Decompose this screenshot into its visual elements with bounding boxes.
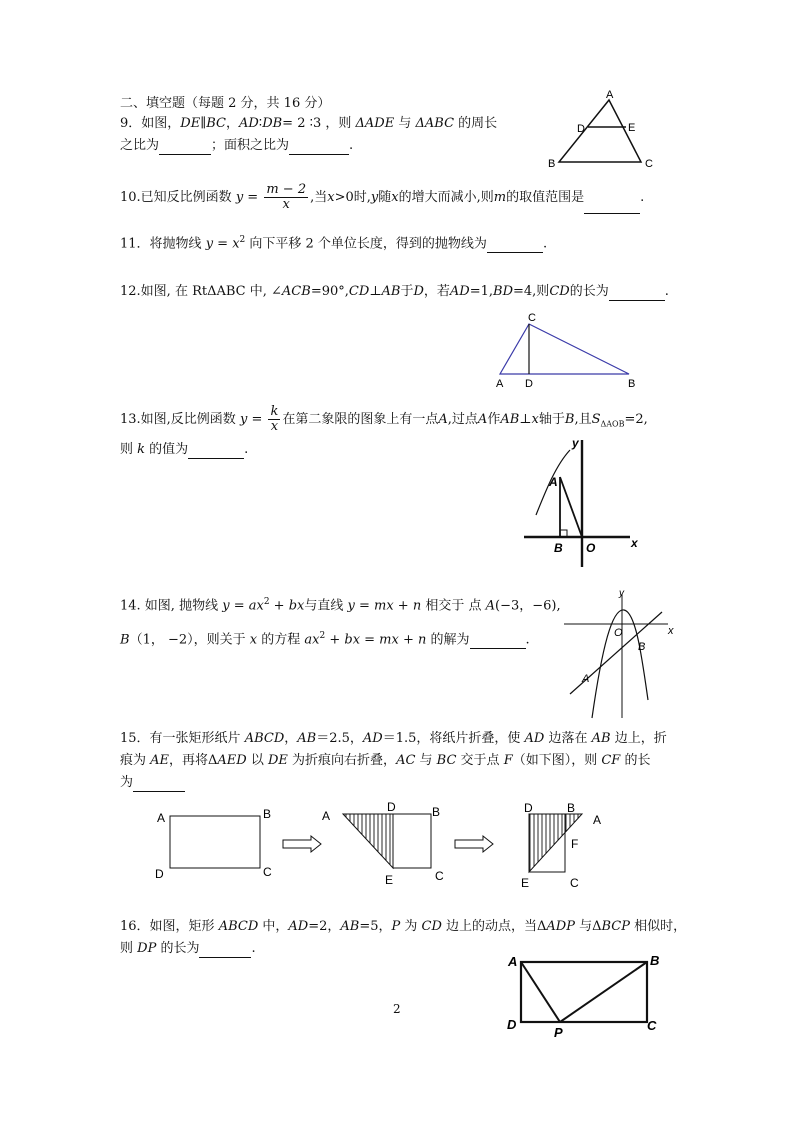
label-e: E: [521, 876, 530, 890]
text: 随: [378, 190, 392, 205]
text: 痕为: [120, 753, 151, 768]
question-16-line2: [120, 940, 256, 958]
label-x: x: [631, 536, 638, 550]
figure-14-parabola-line: [560, 588, 680, 718]
superscript: 2: [319, 631, 326, 641]
text: B: [564, 412, 575, 427]
text: (−3，−6),: [495, 598, 561, 614]
text: + bx = mx + n: [325, 632, 427, 648]
text: y: [370, 190, 379, 205]
text: A: [477, 412, 488, 427]
rectangle-remaining: [393, 814, 431, 868]
text: 与直线: [304, 598, 348, 614]
text: m: [493, 190, 507, 205]
label-b: B: [263, 807, 272, 821]
segment-ao: [560, 477, 582, 537]
label-b: B: [567, 801, 576, 815]
label-e: E: [385, 873, 394, 887]
text: AB: [297, 731, 317, 746]
denominator: x: [270, 419, 279, 434]
text: CF: [601, 753, 621, 768]
text: AB: [340, 919, 360, 934]
label-b: B: [650, 953, 660, 968]
label-a: A: [593, 813, 602, 827]
question-12: [120, 283, 669, 301]
text: AD: [362, 731, 383, 746]
label-a: A: [157, 811, 166, 825]
answer-blank-9a[interactable]: [159, 140, 211, 155]
text: =2,: [624, 412, 648, 427]
text: .: [640, 190, 645, 205]
text: DE: [268, 753, 288, 768]
superscript: 2: [239, 235, 246, 245]
text: 的增大而减小,则: [398, 190, 494, 205]
label-b: B: [554, 541, 563, 555]
figure-16-rectangle: [500, 950, 670, 1040]
label-a: A: [508, 954, 518, 969]
text: ，则关于: [193, 632, 250, 648]
question-9-line2: [120, 137, 353, 155]
label-o: O: [586, 541, 596, 555]
text: 12.如图, 在 Rt: [120, 284, 208, 299]
question-13-line2: [120, 441, 248, 459]
text: DB: [262, 116, 283, 131]
text: F: [503, 753, 513, 768]
label-d: D: [525, 378, 533, 390]
text: 向下平移 2 个单位长度，得到的抛物线为: [245, 236, 487, 252]
label-d: D: [155, 867, 164, 881]
text: 轴于: [538, 412, 565, 427]
text: 交于点: [456, 753, 504, 768]
text: CD: [549, 284, 570, 299]
text: y = ax: [222, 598, 264, 614]
answer-blank-11[interactable]: [487, 238, 543, 253]
text: = 2 ∶3 ，则: [282, 116, 356, 131]
text: 边上的动点，当Δ: [441, 919, 547, 934]
text: 15．有一张矩形纸片: [120, 731, 245, 746]
text: 相交于 点: [421, 598, 486, 614]
text: =: [247, 412, 267, 427]
text: 16．如图，矩形: [120, 919, 219, 934]
text: ax: [304, 632, 320, 648]
numerator: m − 2: [266, 182, 307, 197]
text: .: [251, 941, 256, 956]
text: AB: [591, 731, 611, 746]
fraction: [268, 405, 280, 434]
label-d: D: [524, 801, 533, 815]
text: 与: [394, 116, 416, 131]
text: ,当: [310, 190, 328, 205]
text: ΔADE: [355, 116, 395, 131]
text: 则: [120, 442, 138, 457]
text: （1， −2）: [129, 632, 194, 648]
label-d: D: [387, 800, 396, 814]
label-y: y: [572, 436, 579, 450]
text: AD: [524, 731, 545, 746]
question-16-line1: [120, 918, 686, 936]
text: ACB: [281, 284, 311, 299]
question-15-line2: [120, 752, 650, 770]
text: 与: [415, 753, 437, 768]
text: 边上，折: [610, 731, 667, 746]
label-b: B: [548, 158, 556, 170]
label-b: B: [638, 641, 646, 653]
text: =4,则: [513, 284, 550, 299]
text: 中, ∠: [245, 284, 282, 299]
text: y = x: [205, 236, 240, 252]
text: y = mx + n: [347, 598, 422, 614]
text: 则: [120, 941, 138, 956]
question-14-line1: [120, 593, 561, 615]
text: ＝1.5，将纸片折叠，使: [382, 731, 525, 746]
text: 为: [400, 919, 422, 934]
answer-blank-10[interactable]: [584, 199, 640, 214]
text: AC: [396, 753, 416, 768]
superscript: 2: [263, 597, 270, 607]
text: ADP: [546, 919, 575, 934]
label-c: C: [647, 1018, 657, 1033]
text: 以: [246, 753, 268, 768]
page-number: 2: [393, 1002, 401, 1016]
text: ，: [225, 116, 239, 131]
text: P: [391, 919, 401, 934]
text: DE: [180, 116, 201, 131]
text: =1,: [469, 284, 494, 299]
text: 之比为: [120, 138, 160, 153]
text: 13.如图,反比例函数: [120, 412, 240, 427]
segment-bp: [560, 962, 647, 1022]
text: ,过点: [447, 412, 478, 427]
text: 10.已知反比例函数: [120, 190, 236, 205]
text: BD: [493, 284, 514, 299]
label-a: A: [496, 378, 504, 390]
figure-15-folding-steps: [145, 800, 615, 895]
arrow-right-icon: [455, 836, 493, 852]
text: .: [664, 284, 669, 299]
text: 的解为: [426, 632, 470, 648]
text: .: [542, 236, 548, 252]
figure-13-hyperbola: [520, 435, 650, 575]
label-x: x: [668, 625, 674, 637]
text: 的周长: [454, 116, 498, 131]
text: A: [485, 598, 495, 614]
question-10: [120, 182, 644, 214]
answer-blank-15[interactable]: [133, 777, 185, 792]
label-c: C: [528, 312, 536, 324]
rectangle-abcd: [170, 816, 260, 868]
text: 的值为: [145, 442, 189, 457]
text: ，若: [423, 284, 450, 299]
label-b: B: [432, 805, 441, 819]
label-o: O: [614, 627, 623, 639]
text: （如下图），则: [512, 753, 602, 768]
numerator: k: [270, 404, 279, 419]
text: 相似时，: [630, 919, 687, 934]
text: k: [137, 442, 146, 457]
text: ,且: [574, 412, 592, 427]
text: ABCD: [244, 731, 285, 746]
text: 为: [120, 775, 134, 790]
text: ⊥: [519, 412, 532, 427]
text: AD: [238, 116, 259, 131]
text: ΔABC: [207, 284, 246, 299]
text: CD: [421, 919, 442, 934]
text: 的方程: [257, 632, 305, 648]
segment-ap: [521, 962, 560, 1022]
text: ⊥: [369, 284, 382, 299]
text: D: [413, 284, 424, 299]
question-11: [120, 231, 547, 253]
text: ∥: [200, 116, 207, 131]
section-title: 二、填空题（每题 2 分，共 16 分）: [120, 96, 331, 111]
question-15-line1: [120, 730, 667, 748]
text: x: [327, 190, 335, 205]
text: x: [531, 412, 539, 427]
text: AB: [500, 412, 520, 427]
question-9-line1: [120, 115, 497, 133]
text: ABCD: [218, 919, 259, 934]
text: AD: [288, 919, 309, 934]
answer-blank-9b[interactable]: [289, 140, 349, 155]
text: ＝2.5，: [316, 731, 363, 746]
text: 的长为: [569, 284, 609, 299]
subscript: ΔAOB: [600, 419, 625, 429]
label-a: A: [606, 89, 614, 101]
label-c: C: [570, 876, 579, 890]
answer-blank-16[interactable]: [199, 943, 251, 958]
text: =: [243, 190, 263, 205]
text: ；面积之比为: [211, 138, 290, 153]
text: =5，: [359, 919, 392, 934]
folded-triangle-hatched: [343, 814, 393, 868]
text: + bx: [269, 598, 305, 614]
text: 中，: [258, 919, 289, 934]
text: ，: [284, 731, 298, 746]
label-d: D: [577, 123, 585, 135]
answer-blank-14[interactable]: [470, 634, 526, 649]
label-c: C: [645, 158, 653, 170]
triangle-abc: [500, 324, 629, 374]
arrow-right-icon: [283, 836, 321, 852]
text: 11．将抛物线: [120, 236, 206, 252]
label-a: A: [549, 475, 558, 489]
text: 的长为: [156, 941, 200, 956]
text: BC: [436, 753, 457, 768]
fraction: [264, 183, 308, 212]
text: DP: [137, 941, 157, 956]
label-c: C: [435, 869, 444, 883]
text: y: [235, 190, 244, 205]
text: 于: [400, 284, 414, 299]
figure-12-right-triangle: [490, 310, 650, 390]
text: 为折痕向右折叠，: [287, 753, 397, 768]
text: 14. 如图, 抛物线: [120, 598, 223, 614]
text: x: [249, 632, 258, 648]
text: >0时,: [334, 190, 371, 205]
text: .: [525, 632, 530, 648]
text: ΔABC: [415, 116, 455, 131]
label-a: A: [582, 673, 590, 685]
text: S: [591, 412, 601, 427]
text: x: [391, 190, 399, 205]
text: 9．如图，: [120, 116, 181, 131]
answer-blank-12[interactable]: [609, 286, 665, 301]
label-c: C: [263, 865, 272, 879]
text: B: [120, 632, 130, 648]
text: 作: [487, 412, 501, 427]
text: y: [239, 412, 248, 427]
question-15-line3: [120, 774, 185, 792]
text: 在第二象限的图象上有一点: [282, 412, 439, 427]
text: AD: [449, 284, 470, 299]
text: BC: [206, 116, 226, 131]
text: =90°,: [310, 284, 349, 299]
text: .: [349, 138, 354, 153]
label-d: D: [507, 1017, 517, 1032]
label-e: E: [628, 122, 636, 134]
text: AB: [381, 284, 401, 299]
text: 的长: [620, 753, 651, 768]
text: A: [438, 412, 448, 427]
text: 与Δ: [574, 919, 602, 934]
label-y: y: [619, 588, 624, 599]
denominator: x: [282, 197, 290, 212]
text: AE: [150, 753, 170, 768]
label-p: P: [554, 1025, 563, 1040]
text: AED: [217, 753, 247, 768]
text: =2，: [308, 919, 341, 934]
answer-blank-13[interactable]: [188, 444, 244, 459]
text: ，再将Δ: [169, 753, 218, 768]
text: BCP: [601, 919, 631, 934]
text: CD: [348, 284, 370, 299]
label-f: F: [571, 837, 579, 851]
label-a: A: [322, 809, 331, 823]
figure-9-triangle: [545, 90, 665, 170]
label-b: B: [628, 378, 636, 390]
text: .: [244, 442, 249, 457]
question-14-line2: [120, 627, 530, 649]
text: ∶: [258, 116, 263, 131]
text: 边落在: [544, 731, 592, 746]
text: 的取值范围是: [506, 190, 585, 205]
